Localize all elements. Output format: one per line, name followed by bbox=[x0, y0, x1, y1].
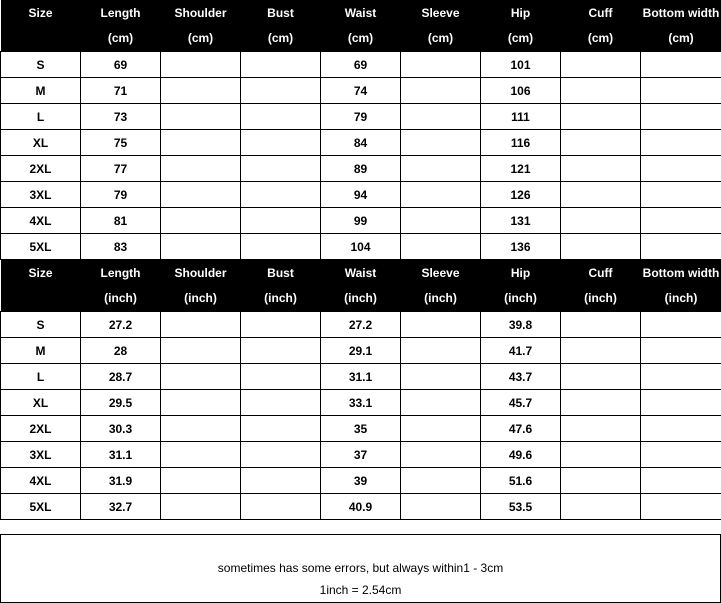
inch-cell-size: 4XL bbox=[1, 468, 81, 494]
inch-cell-size: XL bbox=[1, 390, 81, 416]
cm-header-hip: Hip bbox=[481, 0, 561, 25]
cm-header-bottom-width: Bottom width bbox=[641, 0, 721, 25]
inch-cell-sleeve bbox=[401, 442, 481, 468]
cm-cell-waist: 104 bbox=[321, 234, 401, 260]
cm-cell-waist: 89 bbox=[321, 156, 401, 182]
table-row bbox=[1, 390, 721, 416]
cm-cell-bottom-width bbox=[641, 104, 721, 130]
cm-cell-bust bbox=[241, 78, 321, 104]
cm-unit-row bbox=[1, 25, 721, 52]
cm-cell-hip: 106 bbox=[481, 78, 561, 104]
inch-header-sleeve: Sleeve bbox=[401, 260, 481, 286]
cm-cell-sleeve bbox=[401, 52, 481, 78]
cm-cell-bottom-width bbox=[641, 52, 721, 78]
table-row bbox=[1, 208, 721, 234]
inch-cell-cuff bbox=[561, 364, 641, 390]
cm-cell-cuff bbox=[561, 208, 641, 234]
inch-cell-size: 5XL bbox=[1, 494, 81, 520]
cm-cell-shoulder bbox=[161, 52, 241, 78]
cm-cell-bottom-width bbox=[641, 130, 721, 156]
cm-cell-waist: 74 bbox=[321, 78, 401, 104]
inch-cell-length: 32.7 bbox=[81, 494, 161, 520]
cm-header-waist: Waist bbox=[321, 0, 401, 25]
inch-cell-waist: 31.1 bbox=[321, 364, 401, 390]
inch-cell-waist: 37 bbox=[321, 442, 401, 468]
cm-cell-size: 5XL bbox=[1, 234, 81, 260]
table-row bbox=[1, 416, 721, 442]
cm-cell-hip: 121 bbox=[481, 156, 561, 182]
cm-cell-hip: 101 bbox=[481, 52, 561, 78]
cm-cell-bust bbox=[241, 156, 321, 182]
cm-cell-bottom-width bbox=[641, 234, 721, 260]
cm-unit-waist: (cm) bbox=[321, 25, 401, 52]
cm-cell-sleeve bbox=[401, 156, 481, 182]
inch-cell-bust bbox=[241, 312, 321, 338]
cm-cell-shoulder bbox=[161, 156, 241, 182]
inch-cell-length: 29.5 bbox=[81, 390, 161, 416]
cm-cell-length: 81 bbox=[81, 208, 161, 234]
inch-cell-hip: 47.6 bbox=[481, 416, 561, 442]
table-row bbox=[1, 182, 721, 208]
cm-cell-length: 73 bbox=[81, 104, 161, 130]
cm-cell-length: 75 bbox=[81, 130, 161, 156]
inch-cell-hip: 51.6 bbox=[481, 468, 561, 494]
cm-cell-cuff bbox=[561, 130, 641, 156]
cm-cell-length: 79 bbox=[81, 182, 161, 208]
inch-cell-sleeve bbox=[401, 390, 481, 416]
inch-cell-cuff bbox=[561, 390, 641, 416]
cm-cell-cuff bbox=[561, 182, 641, 208]
inch-cell-hip: 49.6 bbox=[481, 442, 561, 468]
inch-cell-bust bbox=[241, 442, 321, 468]
cm-cell-length: 71 bbox=[81, 78, 161, 104]
cm-cell-sleeve bbox=[401, 130, 481, 156]
cm-header-size: Size bbox=[1, 0, 81, 25]
inch-cell-waist: 29.1 bbox=[321, 338, 401, 364]
table-row bbox=[1, 52, 721, 78]
inch-cell-cuff bbox=[561, 442, 641, 468]
inch-cell-length: 31.9 bbox=[81, 468, 161, 494]
cm-unit-shoulder: (cm) bbox=[161, 25, 241, 52]
cm-cell-waist: 84 bbox=[321, 130, 401, 156]
inch-cell-bust bbox=[241, 468, 321, 494]
cm-cell-cuff bbox=[561, 78, 641, 104]
inch-cell-shoulder bbox=[161, 312, 241, 338]
cm-cell-waist: 69 bbox=[321, 52, 401, 78]
inch-header-shoulder: Shoulder bbox=[161, 260, 241, 286]
cm-header-sleeve: Sleeve bbox=[401, 0, 481, 25]
inch-header-bottom-width: Bottom width bbox=[641, 260, 721, 286]
table-row bbox=[1, 338, 721, 364]
cm-cell-sleeve bbox=[401, 234, 481, 260]
inch-cell-cuff bbox=[561, 416, 641, 442]
inch-cell-waist: 40.9 bbox=[321, 494, 401, 520]
cm-cell-size: 4XL bbox=[1, 208, 81, 234]
inch-unit-row bbox=[1, 285, 721, 312]
cm-cell-bust bbox=[241, 52, 321, 78]
cm-unit-bottom-width: (cm) bbox=[641, 25, 721, 52]
inch-cell-length: 31.1 bbox=[81, 442, 161, 468]
inch-unit-bottom-width: (inch) bbox=[641, 285, 721, 312]
table-row bbox=[1, 312, 721, 338]
cm-cell-hip: 116 bbox=[481, 130, 561, 156]
inch-cell-bottom-width bbox=[641, 468, 721, 494]
inch-cell-bottom-width bbox=[641, 312, 721, 338]
cm-cell-sleeve bbox=[401, 104, 481, 130]
cm-cell-length: 69 bbox=[81, 52, 161, 78]
inch-cell-waist: 33.1 bbox=[321, 390, 401, 416]
inch-cell-bust bbox=[241, 364, 321, 390]
inch-cell-length: 30.3 bbox=[81, 416, 161, 442]
inch-header-waist: Waist bbox=[321, 260, 401, 286]
inch-header-size: Size bbox=[1, 260, 81, 286]
cm-cell-size: L bbox=[1, 104, 81, 130]
cm-cell-shoulder bbox=[161, 104, 241, 130]
inch-unit-bust: (inch) bbox=[241, 285, 321, 312]
inch-cell-cuff bbox=[561, 312, 641, 338]
cm-header-shoulder: Shoulder bbox=[161, 0, 241, 25]
inch-unit-length: (inch) bbox=[81, 285, 161, 312]
cm-cell-waist: 79 bbox=[321, 104, 401, 130]
inch-cell-bottom-width bbox=[641, 416, 721, 442]
cm-cell-cuff bbox=[561, 52, 641, 78]
cm-cell-cuff bbox=[561, 156, 641, 182]
cm-header-row bbox=[1, 0, 721, 25]
inch-cell-sleeve bbox=[401, 338, 481, 364]
cm-cell-waist: 99 bbox=[321, 208, 401, 234]
inch-cell-length: 28.7 bbox=[81, 364, 161, 390]
inch-cell-bottom-width bbox=[641, 338, 721, 364]
cm-cell-bottom-width bbox=[641, 78, 721, 104]
inch-cell-shoulder bbox=[161, 364, 241, 390]
cm-cell-bust bbox=[241, 208, 321, 234]
inch-header-row bbox=[1, 260, 721, 286]
inch-cell-bottom-width bbox=[641, 494, 721, 520]
inch-cell-bust bbox=[241, 416, 321, 442]
inch-cell-size: M bbox=[1, 338, 81, 364]
cm-cell-size: XL bbox=[1, 130, 81, 156]
inch-cell-bottom-width bbox=[641, 442, 721, 468]
inch-cell-sleeve bbox=[401, 312, 481, 338]
cm-cell-sleeve bbox=[401, 182, 481, 208]
inch-cell-cuff bbox=[561, 468, 641, 494]
cm-cell-cuff bbox=[561, 234, 641, 260]
inch-cell-shoulder bbox=[161, 390, 241, 416]
table-row bbox=[1, 442, 721, 468]
inch-unit-hip: (inch) bbox=[481, 285, 561, 312]
inch-cell-hip: 41.7 bbox=[481, 338, 561, 364]
inch-cell-sleeve bbox=[401, 494, 481, 520]
table-row bbox=[1, 130, 721, 156]
cm-cell-hip: 111 bbox=[481, 104, 561, 130]
cm-cell-bottom-width bbox=[641, 208, 721, 234]
inch-cell-shoulder bbox=[161, 468, 241, 494]
cm-unit-bust: (cm) bbox=[241, 25, 321, 52]
cm-cell-shoulder bbox=[161, 78, 241, 104]
inch-cell-sleeve bbox=[401, 416, 481, 442]
inch-cell-cuff bbox=[561, 494, 641, 520]
cm-cell-bottom-width bbox=[641, 182, 721, 208]
unit-conversion-note: 1inch = 2.54cm bbox=[319, 583, 402, 597]
cm-cell-shoulder bbox=[161, 130, 241, 156]
inch-unit-sleeve: (inch) bbox=[401, 285, 481, 312]
cm-cell-size: 3XL bbox=[1, 182, 81, 208]
table-row bbox=[1, 364, 721, 390]
inch-cell-hip: 53.5 bbox=[481, 494, 561, 520]
inch-unit-empty bbox=[1, 285, 81, 312]
inch-cell-length: 27.2 bbox=[81, 312, 161, 338]
cm-unit-hip: (cm) bbox=[481, 25, 561, 52]
inch-cell-size: L bbox=[1, 364, 81, 390]
cm-cell-shoulder bbox=[161, 208, 241, 234]
cm-unit-length: (cm) bbox=[81, 25, 161, 52]
inch-cell-length: 28 bbox=[81, 338, 161, 364]
inch-cell-bust bbox=[241, 494, 321, 520]
note-box bbox=[0, 534, 721, 603]
inch-cell-bust bbox=[241, 390, 321, 416]
inch-unit-cuff: (inch) bbox=[561, 285, 641, 312]
inch-cell-bottom-width bbox=[641, 390, 721, 416]
table-row bbox=[1, 494, 721, 520]
inch-cell-sleeve bbox=[401, 468, 481, 494]
inch-cell-shoulder bbox=[161, 416, 241, 442]
cm-header-cuff: Cuff bbox=[561, 0, 641, 25]
cm-cell-bust bbox=[241, 104, 321, 130]
measurement-error-note: sometimes has some errors, but always within1 - 3cm bbox=[217, 561, 504, 575]
cm-cell-bottom-width bbox=[641, 156, 721, 182]
cm-header-length: Length bbox=[81, 0, 161, 25]
cm-cell-hip: 131 bbox=[481, 208, 561, 234]
inch-cell-shoulder bbox=[161, 494, 241, 520]
cm-cell-cuff bbox=[561, 104, 641, 130]
cm-unit-empty bbox=[1, 25, 81, 52]
table-row bbox=[1, 234, 721, 260]
inch-cell-size: 2XL bbox=[1, 416, 81, 442]
inch-cell-waist: 39 bbox=[321, 468, 401, 494]
table-row bbox=[1, 104, 721, 130]
inch-cell-waist: 27.2 bbox=[321, 312, 401, 338]
cm-cell-bust bbox=[241, 130, 321, 156]
cm-cell-sleeve bbox=[401, 78, 481, 104]
cm-cell-size: S bbox=[1, 52, 81, 78]
cm-unit-sleeve: (cm) bbox=[401, 25, 481, 52]
inch-unit-waist: (inch) bbox=[321, 285, 401, 312]
inch-cell-bottom-width bbox=[641, 364, 721, 390]
cm-cell-size: M bbox=[1, 78, 81, 104]
inch-cell-shoulder bbox=[161, 338, 241, 364]
inch-cell-cuff bbox=[561, 338, 641, 364]
inch-cell-hip: 39.8 bbox=[481, 312, 561, 338]
cm-cell-shoulder bbox=[161, 234, 241, 260]
inch-header-cuff: Cuff bbox=[561, 260, 641, 286]
inch-unit-shoulder: (inch) bbox=[161, 285, 241, 312]
cm-unit-cuff: (cm) bbox=[561, 25, 641, 52]
cm-cell-shoulder bbox=[161, 182, 241, 208]
cm-cell-waist: 94 bbox=[321, 182, 401, 208]
inch-header-bust: Bust bbox=[241, 260, 321, 286]
inch-cell-waist: 35 bbox=[321, 416, 401, 442]
inch-cell-shoulder bbox=[161, 442, 241, 468]
cm-cell-length: 83 bbox=[81, 234, 161, 260]
cm-cell-sleeve bbox=[401, 208, 481, 234]
cm-cell-size: 2XL bbox=[1, 156, 81, 182]
inch-header-length: Length bbox=[81, 260, 161, 286]
inch-cell-size: 3XL bbox=[1, 442, 81, 468]
inch-cell-hip: 43.7 bbox=[481, 364, 561, 390]
cm-cell-bust bbox=[241, 234, 321, 260]
table-row bbox=[1, 156, 721, 182]
inch-cell-hip: 45.7 bbox=[481, 390, 561, 416]
cm-cell-length: 77 bbox=[81, 156, 161, 182]
cm-header-bust: Bust bbox=[241, 0, 321, 25]
cm-cell-hip: 126 bbox=[481, 182, 561, 208]
inch-header-hip: Hip bbox=[481, 260, 561, 286]
inch-cell-size: S bbox=[1, 312, 81, 338]
cm-cell-hip: 136 bbox=[481, 234, 561, 260]
table-row bbox=[1, 468, 721, 494]
cm-cell-bust bbox=[241, 182, 321, 208]
inch-cell-sleeve bbox=[401, 364, 481, 390]
inch-cell-bust bbox=[241, 338, 321, 364]
table-row bbox=[1, 78, 721, 104]
